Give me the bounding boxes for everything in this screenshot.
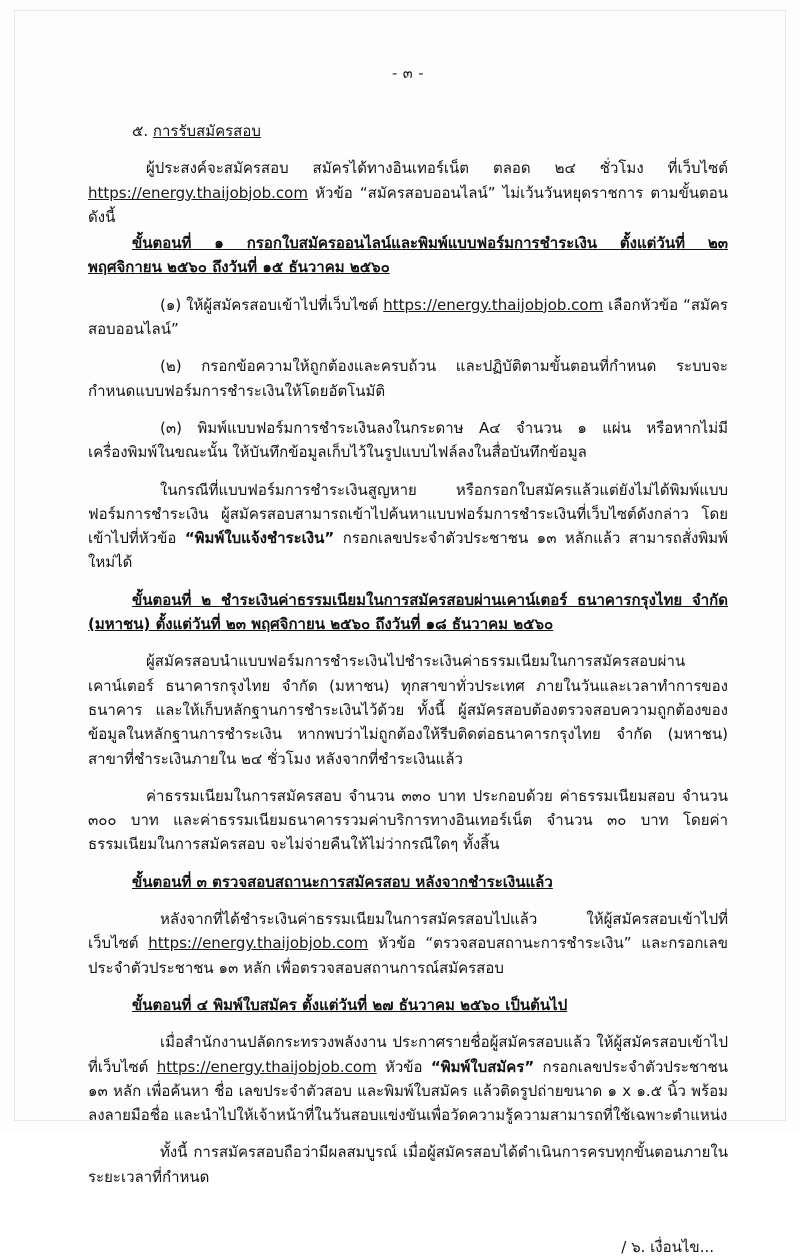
step-4-text-mid: หัวข้อ (376, 1057, 431, 1076)
page-number: - ๓ - (391, 66, 425, 82)
step-1-item-1 (88, 293, 728, 342)
note-text-bold: “พิมพ์ใบแจ้งชำระเงิน” (184, 529, 335, 548)
step-4-text-pre: เมื่อสำนักงานปลัดกระทรวงพลังงาน ประกาศรายชื่อผู้สมัครสอบแล้ว ให้ผู้สมัครสอบเข้าไปที่เว็บไซต์ (88, 1033, 728, 1076)
item-text: กรอกข้อความให้ถูกต้องและครบถ้วน และปฏิบัติตามขั้นตอนที่กำหนด ระบบจะกำหนดแบบฟอร์มการชำระเงินให้โดยอัตโนมัติ (88, 357, 728, 400)
intro-paragraph (88, 156, 728, 229)
page-content (88, 62, 728, 1259)
item-marker: (๒) (160, 357, 182, 376)
step-3-text-post: หัวข้อ “ตรวจสอบสถานะการชำระเงิน” และกรอกเลขประจำตัวประชาชน ๑๓ หลัก เพื่อตรวจสอบสถานการณ์สมัครสอบ (88, 934, 728, 977)
step-2-paragraph-2: ค่าธรรมเนียมในการสมัครสอบ จำนวน ๓๓๐ บาท ประกอบด้วย ค่าธรรมเนียมสอบ จำนวน ๓๐๐ บาท และค่าธรรมเนียมธนาคารรวมค่าบริการทางอินเทอร์เน็ต จำนวน ๓๐ บาท โดยค่าธรรมเนียมในการสมัครสอบ จะไม่จ่ายคืนให้ไม่ว่ากรณีใดๆ ทั้งสิ้น (88, 786, 728, 854)
step-4-paragraph (88, 1030, 728, 1127)
section-heading (88, 119, 728, 143)
step-2-heading (88, 588, 728, 637)
item-link[interactable]: https://energy.thaijobjob.com (383, 295, 604, 314)
section-title: การรับสมัครสอบ (152, 122, 261, 140)
step-3-link[interactable]: https://energy.thaijobjob.com (148, 934, 369, 953)
step-4-text-post: กรอกเลขประจำตัวประชาชน ๑๓ หลัก เพื่อค้นหา ชื่อ เลขประจำตัวสอบ และพิมพ์ใบสมัคร แล้วติดรูปถ่ายขนาด ๑ x ๑.๕ นิ้ว พร้อมลงลายมือชื่อ และนำไปให้เจ้าหน้าที่ในวันสอบแข่งขันเพื่อวัดความรู้ความสามารถที่ใช้เฉพาะตำแหน่ง (88, 1057, 728, 1125)
intro-text-pre: ผู้ประสงค์จะสมัครสอบ สมัครได้ทางอินเทอร์เน็ต ตลอด ๒๔ ชั่วโมง ที่เว็บไซต์ (146, 159, 728, 178)
step-4-text-bold: “พิมพ์ใบสมัคร” (430, 1057, 535, 1076)
intro-link[interactable]: https://energy.thaijobjob.com (88, 183, 308, 202)
item-text: พิมพ์แบบฟอร์มการชำระเงินลงในกระดาษ A๔ จำนวน ๑ แผ่น หรือหากไม่มีเครื่องพิมพ์ในขณะนั้น ให้บันทึกข้อมูลเก็บไว้ในรูปแบบไฟล์ลงในสื่อบันทึกข้อมูล (88, 418, 728, 462)
step-4-heading-text: ขั้นตอนที่ ๔ พิมพ์ใบสมัคร ตั้งแต่วันที่ ๒๗ ธันวาคม ๒๕๖๐ เป็นต้นไป (132, 995, 568, 1014)
closing-paragraph: ทั้งนี้ การสมัครสอบถือว่ามีผลสมบูรณ์ เมื่อผู้สมัครสอบได้ดำเนินการครบทุกขั้นตอนภายในระยะเวลาที่กำหนด (88, 1143, 728, 1186)
footer-continuation: / ๖. เงื่อนไข... (621, 1237, 714, 1256)
step-2-heading-text: ขั้นตอนที่ ๒ ชำระเงินค่าธรรมเนียมในการสมัครสอบผ่านเคาน์เตอร์ ธนาคารกรุงไทย จำกัด (มหาชน) ตั้งแต่วันที่ ๒๓ พฤศจิกายน ๒๕๖๐ ถึงวันที่ ๑๘ ธันวาคม ๒๕๖๐ (88, 590, 728, 634)
section-number: ๕. (132, 122, 149, 140)
intro-text-post: หัวข้อ “สมัครสอบออนไลน์” ไม่เว้นวันหยุดราชการ ตามขั้นตอน ดังนี้ (88, 183, 728, 226)
step-4-heading (88, 993, 728, 1017)
item-text-pre: ให้ผู้สมัครสอบเข้าไปที่เว็บไซต์ (181, 295, 384, 314)
step-3-paragraph (88, 907, 728, 980)
note-text-pre: ในกรณีที่แบบฟอร์มการชำระเงินสูญหาย หรือกรอกใบสมัครแล้วแต่ยังไม่ได้พิมพ์แบบฟอร์มการชำระเงิน ผู้สมัครสอบสามารถเข้าไปค้นหาแบบฟอร์มการชำระเงินที่เว็บไซต์ดังกล่าว โดยเข้าไปที่หัวข้อ (88, 480, 728, 548)
step-3-heading-text: ขั้นตอนที่ ๓ ตรวจสอบสถานะการสมัครสอบ หลังจากชำระเงินแล้ว (132, 872, 553, 891)
step-3-text-pre: หลังจากที่ได้ชำระเงินค่าธรรมเนียมในการสมัครสอบไปแล้ว ให้ผู้สมัครสอบเข้าไปที่เว็บไซต์ (88, 910, 728, 953)
step-1-item-3 (88, 416, 728, 465)
step-1-item-2 (88, 354, 728, 403)
step-2-paragraph-1: ผู้สมัครสอบนำแบบฟอร์มการชำระเงินไปชำระเงินค่าธรรมเนียมในการสมัครสอบผ่านเคาน์เตอร์ ธนาคารกรุงไทย จำกัด (มหาชน) ทุกสาขาทั่วประเทศ ภายในวันและเวลาทำการของธนาคาร และให้เก็บหลักฐานการชำระเงินไว้ด้วย ทั้งนี้ ผู้สมัครสอบต้องตรวจสอบความถูกต้องของข้อมูลในหลักฐานการชำระเงิน หากพบว่าไม่ถูกต้องให้รีบติดต่อธนาคารกรุงไทย จำกัด (มหาชน) สาขาที่ชำระเงินภายใน ๒๔ ชั่วโมง หลังจากที่ชำระเงินแล้ว (88, 652, 728, 768)
item-marker: (๓) (160, 418, 182, 437)
step-1-heading-text: ขั้นตอนที่ ๑ กรอกใบสมัครออนไลน์และพิมพ์แบบฟอร์มการชำระเงิน ตั้งแต่วันที่ ๒๓ พฤศจิกายน ๒๕๖๐ ถึงวันที่ ๑๕ ธันวาคม ๒๕๖๐ (88, 234, 728, 277)
step-4-link[interactable]: https://energy.thaijobjob.com (156, 1057, 377, 1076)
step-3-heading (88, 870, 728, 894)
item-marker: (๑) (160, 295, 182, 314)
note-text-post: กรอกเลขประจำตัวประชาชน ๑๓ หลักแล้ว สามารถสั่งพิมพ์ใหม่ได้ (88, 529, 728, 572)
item-text-post: เลือกหัวข้อ “สมัครสอบออนไลน์” (88, 295, 728, 339)
step-1-heading (88, 231, 728, 280)
step-1-note (88, 478, 728, 575)
